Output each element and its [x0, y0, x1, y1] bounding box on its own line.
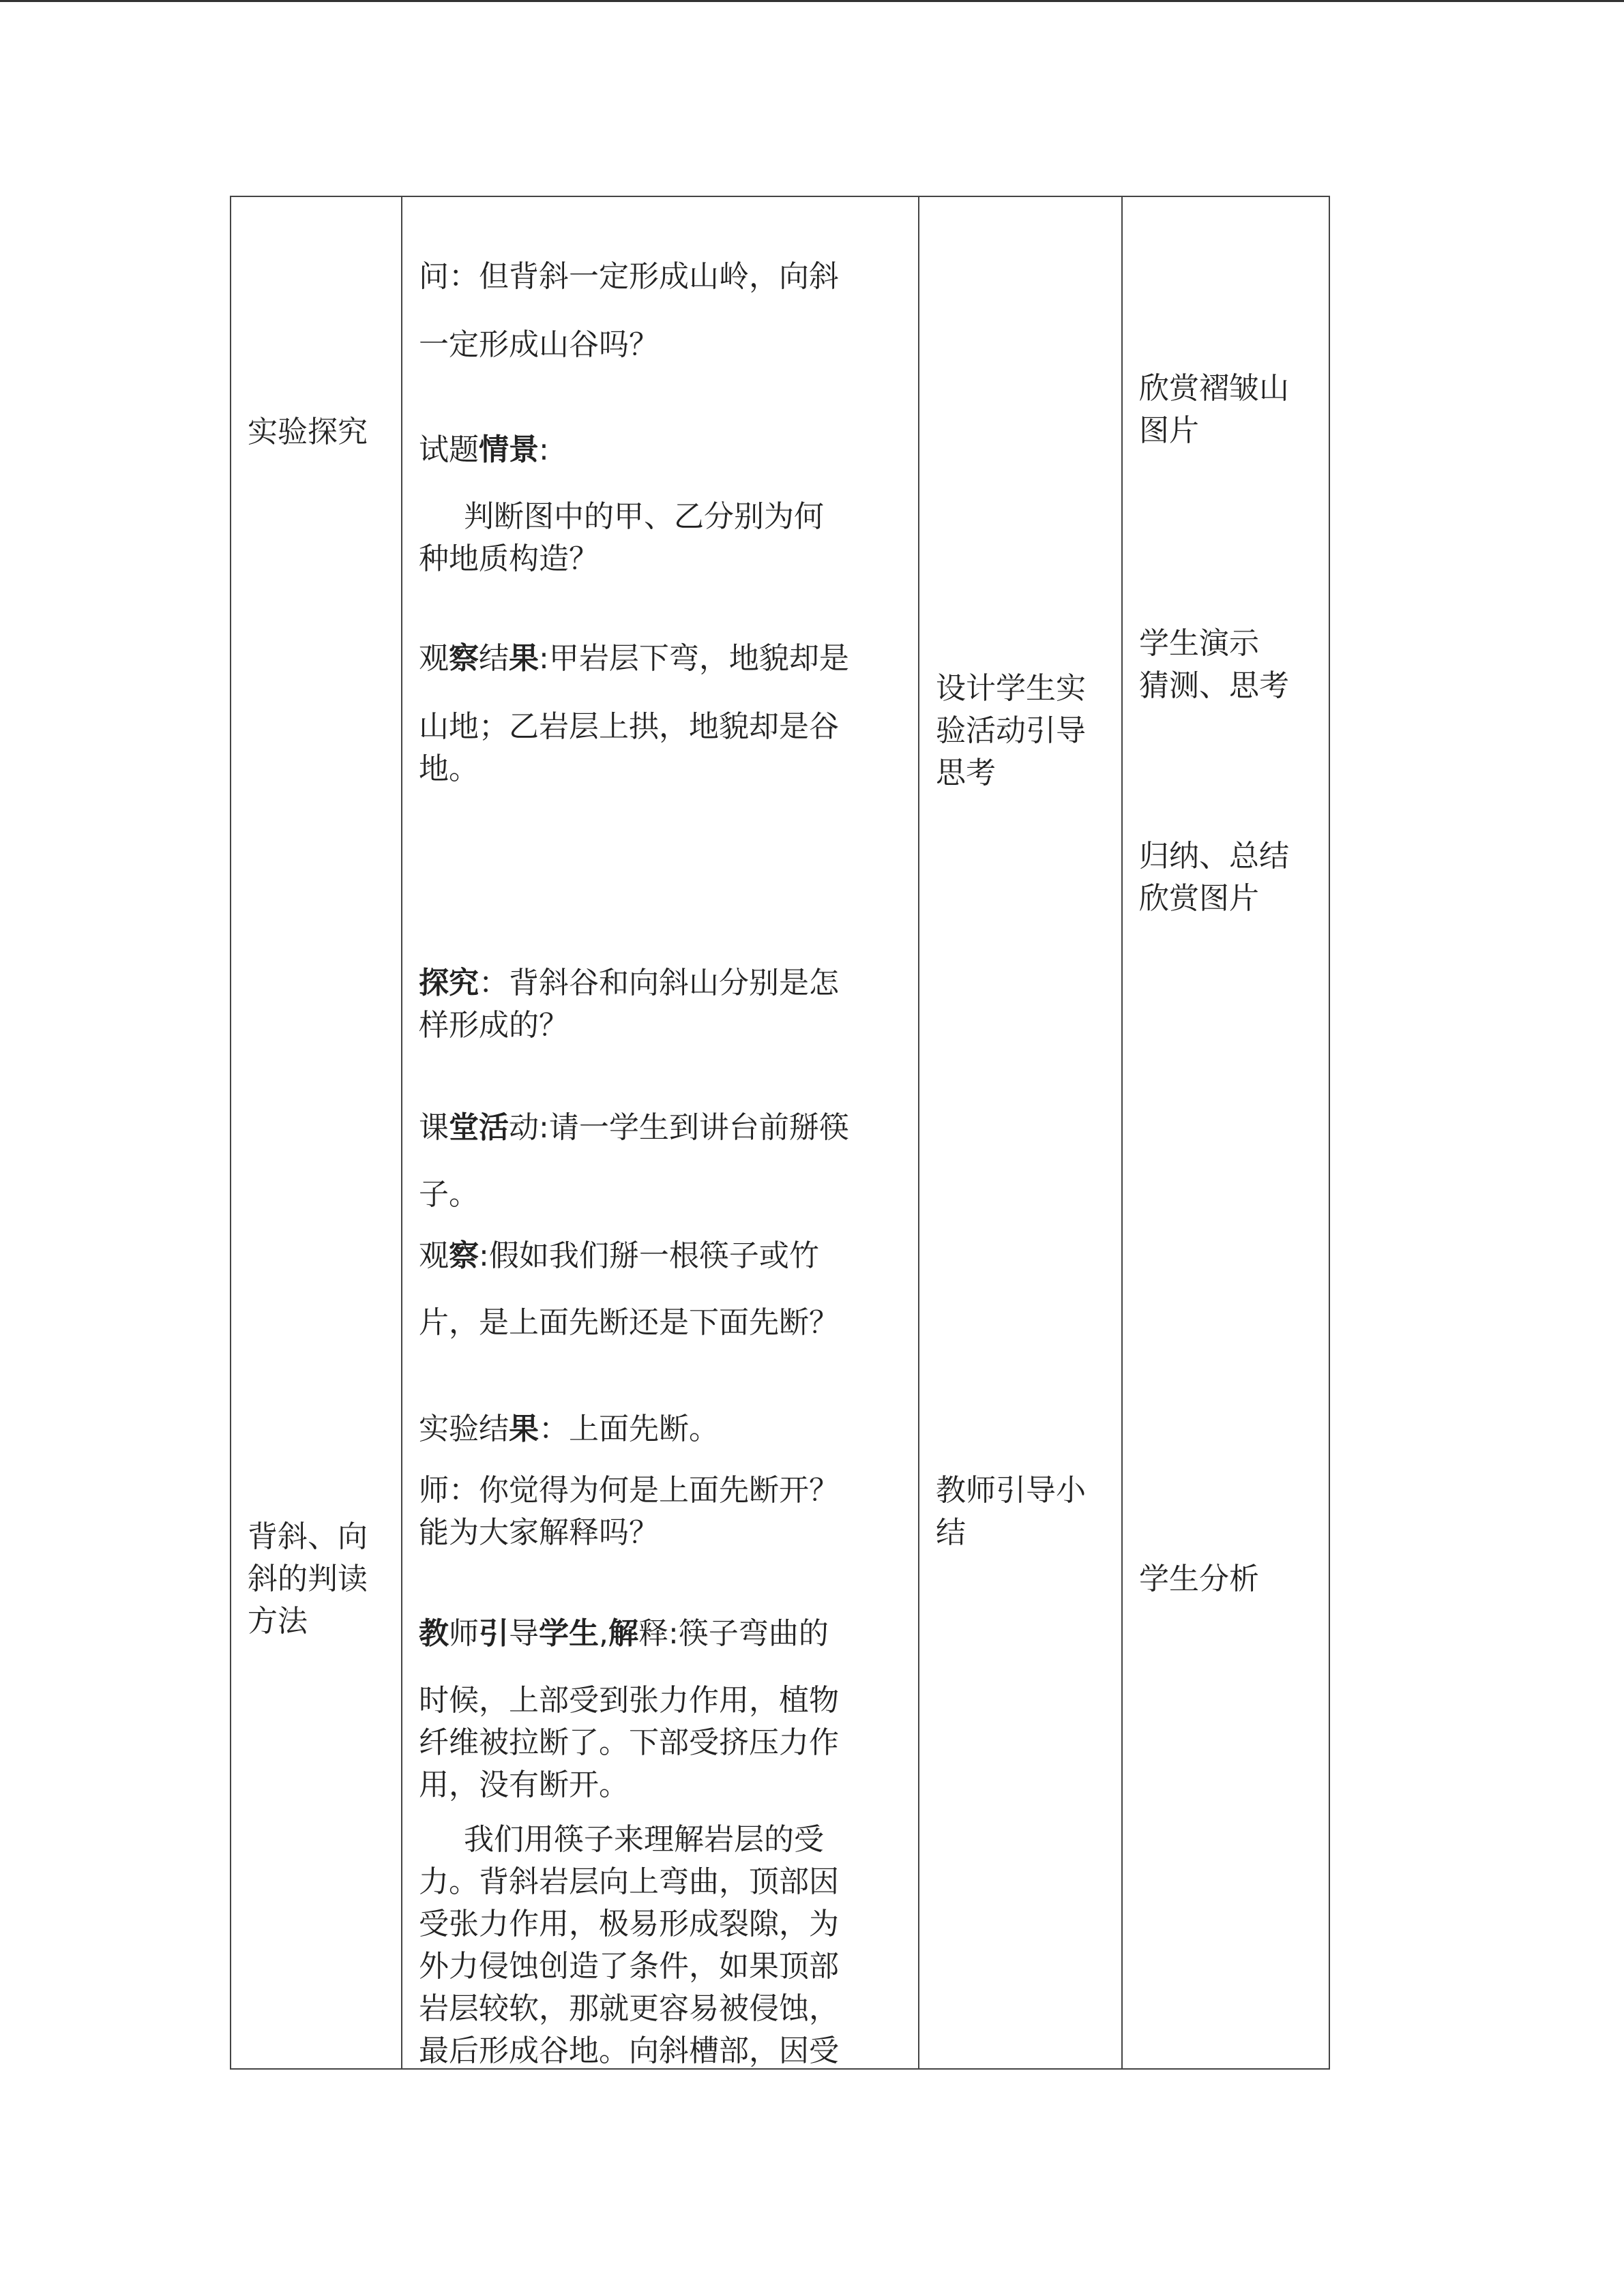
demo-line2: 猜测、思考: [1139, 668, 1289, 703]
section-title-judgement-line1: 背斜、向: [248, 1519, 368, 1554]
appreciate-line1: 欣赏褶皱山: [1139, 371, 1289, 406]
teacher-guide-line4: 用，没有断开。: [419, 1768, 629, 1802]
top-border-line: [0, 0, 1624, 2]
demo-line1: 学生演示: [1139, 626, 1259, 661]
observation-line2: 山地；乙岩层上拱，地貌却是谷: [419, 709, 839, 744]
teacher-guide-line1: 教师引导学生,解释:筷子弯曲的: [419, 1616, 829, 1651]
explanation-paragraph-line6: 最后形成谷地。向斜槽部，因受: [419, 2033, 839, 2068]
scenario-label: 试题情景:: [419, 432, 549, 467]
experiment-result: 实验结果：上面先断。: [419, 1412, 719, 1446]
observe2-line1: 观察:假如我们掰一根筷子或竹: [419, 1238, 819, 1273]
explanation-paragraph-line2: 力。背斜岩层向上弯曲，顶部因: [419, 1864, 839, 1899]
question-line2: 一定形成山谷吗？: [419, 327, 659, 362]
scenario-text-line2: 种地质构造？: [419, 541, 599, 576]
explanation-paragraph-line5: 岩层较软，那就更容易被侵蚀，: [419, 1991, 839, 2026]
lesson-plan-table: [230, 196, 1330, 2070]
class-activity-line2: 子。: [419, 1177, 479, 1212]
teacher-guide-line3: 纤维被拉断了。下部受挤压力作: [419, 1725, 839, 1760]
conclude-line1: 归纳、总结: [1139, 839, 1289, 874]
design-note-line3: 思考: [936, 756, 996, 790]
teacher-question-line2: 能为大家解释吗？: [419, 1515, 659, 1550]
explore-line1: 探究：背斜谷和向斜山分别是怎: [419, 966, 839, 1000]
summary-note-line2: 结: [936, 1515, 966, 1550]
explore-line2: 样形成的？: [419, 1008, 569, 1043]
design-note-line1: 设计学生实: [936, 671, 1086, 706]
teacher-question-line1: 师：你觉得为何是上面先断开？: [419, 1473, 839, 1508]
section-title-experiment: 实验探究: [248, 415, 368, 449]
class-activity-line1: 课堂活动:请一学生到讲台前掰筷: [419, 1110, 849, 1145]
analyze-note: 学生分析: [1139, 1562, 1259, 1596]
teacher-activity-column: [919, 197, 1121, 2068]
observation-line3: 地。: [419, 751, 479, 786]
observation-line1: 观察结果:甲岩层下弯，地貌却是: [419, 641, 849, 676]
explanation-paragraph-line4: 外力侵蚀创造了条件，如果顶部: [419, 1949, 839, 1984]
student-activity-column: [1123, 197, 1330, 2068]
teacher-guide-line2: 时候，上部受到张力作用，植物: [419, 1683, 839, 1718]
observe2-line2: 片，是上面先断还是下面先断？: [419, 1305, 839, 1340]
section-column: [231, 197, 401, 2068]
conclude-line2: 欣赏图片: [1139, 881, 1259, 916]
section-title-judgement-line2: 斜的判读: [248, 1562, 368, 1596]
explanation-paragraph-line3: 受张力作用，极易形成裂隙，为: [419, 1907, 839, 1941]
question-line1: 问：但背斜一定形成山岭，向斜: [419, 259, 839, 294]
summary-note-line1: 教师引导小: [936, 1473, 1086, 1508]
scenario-text-line1: 判断图中的甲、乙分别为何: [464, 499, 824, 534]
appreciate-line2: 图片: [1139, 413, 1199, 448]
explanation-paragraph-line1: 我们用筷子来理解岩层的受: [464, 1822, 824, 1857]
design-note-line2: 验活动引导: [936, 713, 1086, 748]
section-title-judgement-line3: 方法: [248, 1604, 308, 1639]
content-column: [402, 197, 918, 2068]
